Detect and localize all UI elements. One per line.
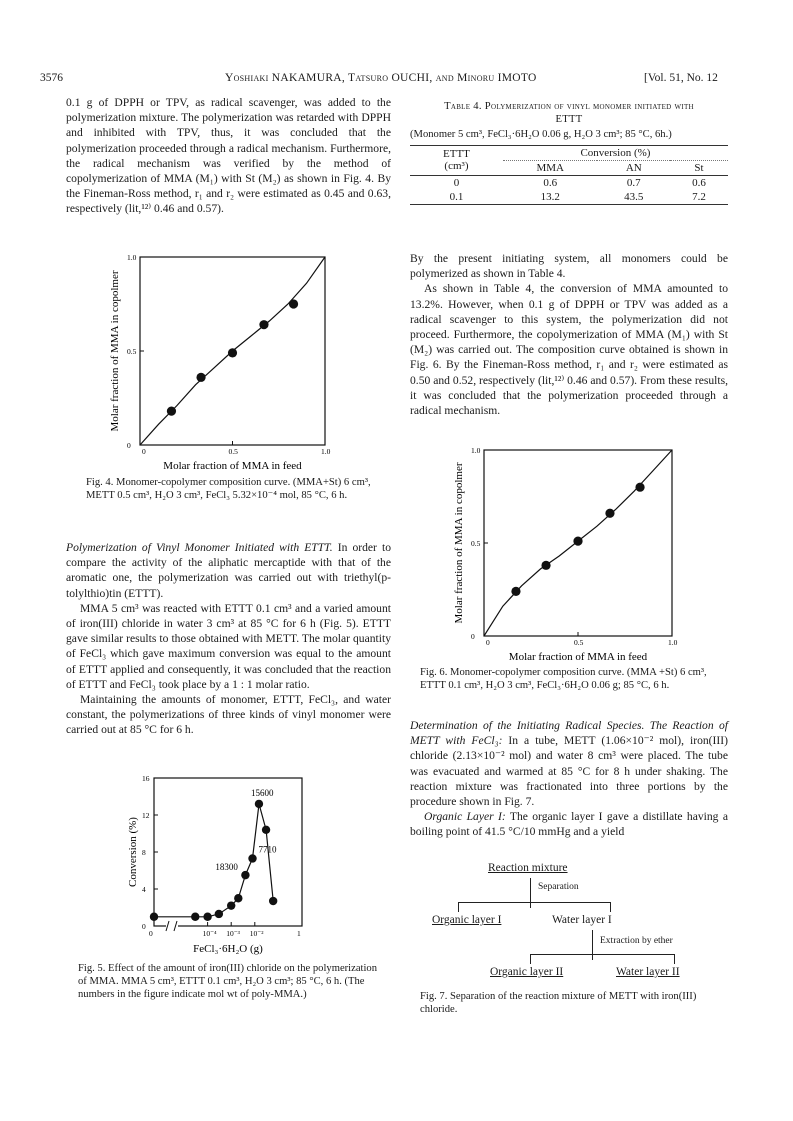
x-tick-label: 0: [149, 929, 153, 938]
flow-connector: [530, 954, 674, 955]
table4-head-ettt: ETTT: [443, 148, 470, 161]
x-tick-label: 10⁻⁴: [202, 929, 217, 938]
x-tick-label: 1.0: [668, 638, 678, 647]
x-axis-label: Molar fraction of MMA in feed: [508, 651, 648, 663]
data-point: [167, 407, 176, 416]
fig6-caption-label: Fig. 6.: [420, 667, 448, 678]
section-title-vinyl: Polymerization of Vinyl Monomer Initiated with ETTT.: [66, 541, 333, 554]
flow-step-extraction: Extraction by ether: [600, 936, 673, 946]
y-axis-label: Molar fraction of MMA in copolmer: [453, 462, 465, 624]
y-tick-label: 16: [142, 774, 150, 783]
right-paragraph-4: The organic layer I gave a distillate having a boiling point of 41.5 °C/10 mmHg and a yield: [410, 810, 728, 839]
table4-col-an: AN: [625, 161, 642, 174]
x-tick-label: 0.5: [574, 638, 584, 647]
mol-wt-label: 15600: [250, 787, 274, 798]
flow-reaction-mixture: Reaction mixture: [488, 862, 568, 874]
flow-connector: [592, 930, 593, 960]
mol-wt-label: 7710: [258, 844, 277, 855]
data-point: [635, 483, 644, 492]
y-tick-label: 1.0: [127, 253, 137, 262]
table4-head-unit: (cm³): [444, 160, 469, 173]
table4: [410, 100, 728, 205]
running-authors: Yoshiaki NAKAMURA, Tatsuro OUCHI, and Minoru IMOTO: [225, 72, 537, 84]
fig6-caption: [420, 666, 730, 692]
fig5-chart: [112, 772, 322, 957]
data-point: [511, 587, 520, 596]
flow-connector: [610, 902, 611, 912]
table4-title: Table 4. Polymerization of vinyl monomer initiated with ETTT: [444, 101, 694, 126]
table4-cell: 13.2: [540, 190, 560, 203]
table4-col-st: St: [694, 161, 704, 174]
fig7-caption-label: Fig. 7.: [420, 991, 448, 1002]
left-paragraph-2: In order to compare the activity of the aliphatic mercaptide with that of the aromatic one, the polymerization was carried out with triethyl(p-tolylthio)tin (ETTT).: [66, 541, 392, 600]
x-tick-label: 10⁻³: [226, 929, 240, 938]
flow-connector: [674, 954, 675, 964]
data-point: [269, 897, 277, 905]
fig7-flow-diagram: [420, 860, 730, 990]
data-point: [234, 894, 242, 902]
data-point: [196, 373, 205, 382]
right-paragraph-3: In a tube, METT (1.06×10⁻² mol), iron(III) chloride (2.13×10⁻² mol) and water 8 cm³ were placed. The tube was evacuated and warmed at 85 °C for 8 h under shaking. The reaction mixture was fractionated into three portions by the procedure shown in Fig. 7.: [410, 734, 728, 809]
fig5-caption: [78, 962, 383, 1002]
fig5-caption-label: Fig. 5.: [78, 963, 106, 974]
data-point: [150, 913, 158, 921]
data-point: [203, 913, 211, 921]
left-paragraph-1: 0.1 g of DPPH or TPV, as radical scavenger, was added to the polymerization mixture. The polymerization was retarded with DPPH and inhibited with TPV, thus, it was concluded that the polymerization proceeded through a radical mechanism. Furthermore, the radical mechanism was verified by the method of copolymerization of MMA (M₁) with St (M₂) as shown in Fig. 4. By the Fineman-Ross method, r₁ and r₂ were estimated as 0.45 and 0.63, respectively (lit,¹²⁾ 0.46 and 0.57).: [66, 96, 391, 216]
data-point: [573, 537, 582, 546]
table4-cell: 7.2: [692, 190, 706, 203]
fig7-caption-text: Separation of the reaction mixture of METT with iron(III) chloride.: [420, 991, 697, 1016]
data-point: [289, 299, 298, 308]
left-paragraph-3: MMA 5 cm³ was reacted with ETTT 0.1 cm³ and a varied amount of iron(III) chloride in water 3 cm³ at 85 °C for 6 h (Fig. 5). ETTT gave similar results to those obtained with METT. The molar quantity of FeCl₃ which gave maximum conversion was equal to the amount of ETTT applied and consequently, it was concluded that the reaction of ETTT and FeCl₃ took place by a 1 : 1 molar ratio.: [66, 601, 391, 691]
table4-conditions: (Monomer 5 cm³, FeCl₃·6H₂O 0.06 g, H₂O 3 cm³; 85 °C, 6h.): [410, 129, 672, 141]
x-tick-label: 0: [142, 447, 146, 456]
table4-col-mma: MMA: [536, 161, 564, 174]
section-title-determination: Determination of the Initiating Radical Species. The Reaction of METT with FeCl₃:: [410, 719, 728, 748]
fig5-caption-text: Effect of the amount of iron(III) chloride on the polymerization of MMA. MMA 5 cm³, ETTT 0.1 cm³, H₂O 3 cm³; 85 °C, 6 h. (The numbers in the figure indicate mol wt of poly-MMA.): [78, 963, 377, 1001]
flow-water-layer-1: Water layer I: [552, 914, 612, 926]
x-tick-label: 1.0: [321, 447, 331, 456]
flow-water-layer-2: Water layer II: [616, 966, 680, 978]
flow-step-separation: Separation: [538, 882, 579, 892]
data-point: [259, 320, 268, 329]
data-point: [255, 800, 263, 808]
y-tick-label: 0.5: [471, 539, 481, 548]
data-point: [228, 348, 237, 357]
flow-organic-layer-2: Organic layer II: [490, 966, 564, 978]
y-tick-label: 12: [142, 811, 150, 820]
data-point: [227, 901, 235, 909]
data-point: [605, 509, 614, 518]
y-tick-label: 8: [142, 848, 146, 857]
table4-head-span: Conversion (%): [503, 145, 728, 160]
left-paragraph-4: Maintaining the amounts of monomer, ETTT, FeCl₃, and water constant, the polymerizations of three kinds of vinyl monomer were carried out at 85 °C for 6 h.: [66, 693, 391, 737]
data-point: [262, 826, 270, 834]
journal-volume: [Vol. 51, No. 12: [644, 72, 718, 84]
x-axis-label: Molar fraction of MMA in feed: [163, 460, 302, 472]
y-tick-label: 0: [471, 632, 475, 641]
page-number: 3576: [40, 72, 63, 84]
y-axis-label: Conversion (%): [127, 817, 139, 887]
table4-cell: 0: [453, 176, 460, 189]
table4-cell: 0.6: [692, 176, 706, 189]
data-point: [191, 913, 199, 921]
data-point: [241, 871, 249, 879]
subsection-organic-layer: Organic Layer I:: [424, 810, 506, 824]
fig4-caption: [86, 476, 386, 502]
fig4-caption-label: Fig. 4.: [86, 477, 114, 488]
fig6-caption-text: Monomer-copolymer composition curve. (MMA +St) 6 cm³, ETTT 0.1 cm³, H₂O 3 cm³, FeCl₃·6H₂O 0.06 g; 85 °C, 6 h.: [420, 667, 707, 692]
y-axis-label: Molar fraction of MMA in copolmer: [109, 270, 121, 432]
y-tick-label: 0.5: [127, 347, 137, 356]
data-point: [248, 854, 256, 862]
right-paragraph-1: By the present initiating system, all monomers could be polymerized as shown in Table 4.: [410, 252, 728, 281]
x-axis-label: FeCl₃·6H₂O (g): [193, 943, 263, 955]
flow-connector: [458, 902, 459, 912]
x-tick-label: 10⁻²: [249, 929, 264, 938]
y-tick-label: 0: [142, 922, 146, 931]
table4-cell: 0.1: [449, 190, 464, 203]
fig7-caption: [420, 990, 730, 1016]
fig5-svg: [112, 772, 322, 957]
fig4-svg: [80, 252, 380, 472]
flow-connector: [530, 954, 531, 964]
flow-connector: [458, 902, 610, 903]
table4-grid: [410, 145, 728, 205]
right-paragraphs-1: [410, 251, 728, 418]
y-tick-label: 4: [142, 885, 146, 894]
y-tick-label: 1.0: [471, 446, 481, 455]
data-point: [541, 561, 550, 570]
fig6-chart: [436, 445, 696, 663]
fig4-caption-text: Monomer-copolymer composition curve. (MMA+St) 6 cm³, METT 0.5 cm³, H₂O 3 cm³, FeCl₃ 5.32×10⁻⁴ mol, 85 °C, 6 h.: [86, 477, 371, 502]
flow-organic-layer-1: Organic layer I: [432, 914, 502, 926]
table4-cell: 0.7: [626, 176, 641, 189]
x-tick-label: 1: [297, 929, 301, 938]
flow-connector: [530, 878, 531, 908]
right-section-determination: [410, 718, 728, 840]
data-point: [215, 910, 223, 918]
x-tick-label: 0: [486, 638, 490, 647]
x-tick-label: 0.5: [228, 447, 238, 456]
table4-cell: 0.6: [543, 176, 558, 189]
fig6-svg: [436, 445, 696, 663]
left-section-etrt: [66, 540, 391, 738]
fig4-chart: [80, 252, 380, 472]
table4-cell: 43.5: [624, 190, 644, 203]
right-paragraph-2: As shown in Table 4, the conversion of MMA amounted to 13.2%. However, when 0.1 g of DPPH or TPV was added as a radical scavenger to this system, the polymerization did not proceed. Furthermore, the copolymerization of MMA (M₁) with St (M₂) was carried out. The composition curve obtained is shown in Fig. 6. By the Fineman-Ross method, r₁ and r₂ were estimated as 0.50 and 0.52, respectively (lit,¹²⁾ 0.46 and 0.57). From these results, it was concluded that the polymerization proceeded through a radical mechanism.: [410, 282, 728, 418]
y-tick-label: 0: [127, 441, 131, 450]
mol-wt-label: 18300: [215, 862, 238, 873]
